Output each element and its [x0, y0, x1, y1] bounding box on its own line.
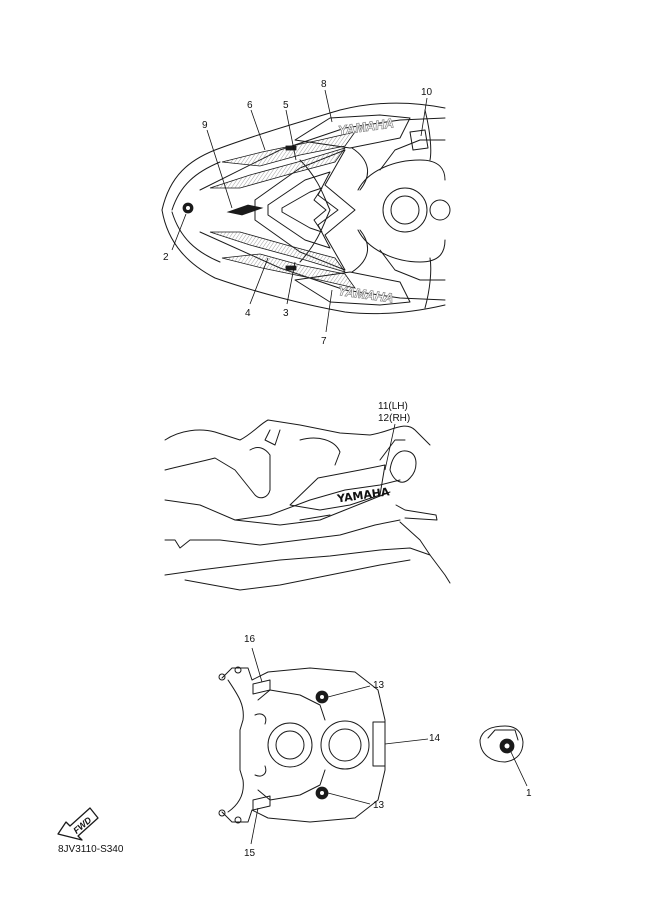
callout-5: 5 [283, 100, 289, 111]
callout-2: 2 [163, 252, 169, 263]
callout-15: 15 [244, 848, 256, 859]
callout-13-upper: 13 [373, 680, 385, 691]
side-callouts [378, 401, 410, 424]
hood-top-view [162, 103, 450, 314]
callout-14: 14 [429, 733, 441, 744]
fwd-label: FWD [71, 814, 94, 836]
callout-11-lh: 11(LH) [378, 401, 408, 412]
callout-13-lower: 13 [373, 800, 385, 811]
callout-8: 8 [321, 79, 327, 90]
hood-logo-lower: YAMAHA [336, 282, 395, 306]
rear-leader-lines [251, 648, 428, 844]
callout-1: 1 [526, 788, 532, 799]
side-view [165, 420, 450, 590]
callout-7: 7 [321, 336, 327, 347]
callout-6: 6 [247, 100, 253, 111]
callout-10: 10 [421, 87, 433, 98]
callout-16: 16 [244, 634, 256, 645]
callout-9: 9 [202, 120, 208, 131]
emblem-part [480, 726, 527, 786]
hood-logo-upper: YAMAHA [337, 115, 395, 138]
callout-3: 3 [283, 308, 289, 319]
side-panel-logo: YAMAHA [336, 485, 391, 506]
callout-4: 4 [245, 308, 251, 319]
rear-view [219, 667, 385, 823]
forward-arrow [58, 808, 98, 840]
part-code: 8JV3110-S340 [58, 844, 124, 855]
rear-callouts [244, 634, 532, 859]
callout-12-rh: 12(RH) [378, 413, 411, 424]
